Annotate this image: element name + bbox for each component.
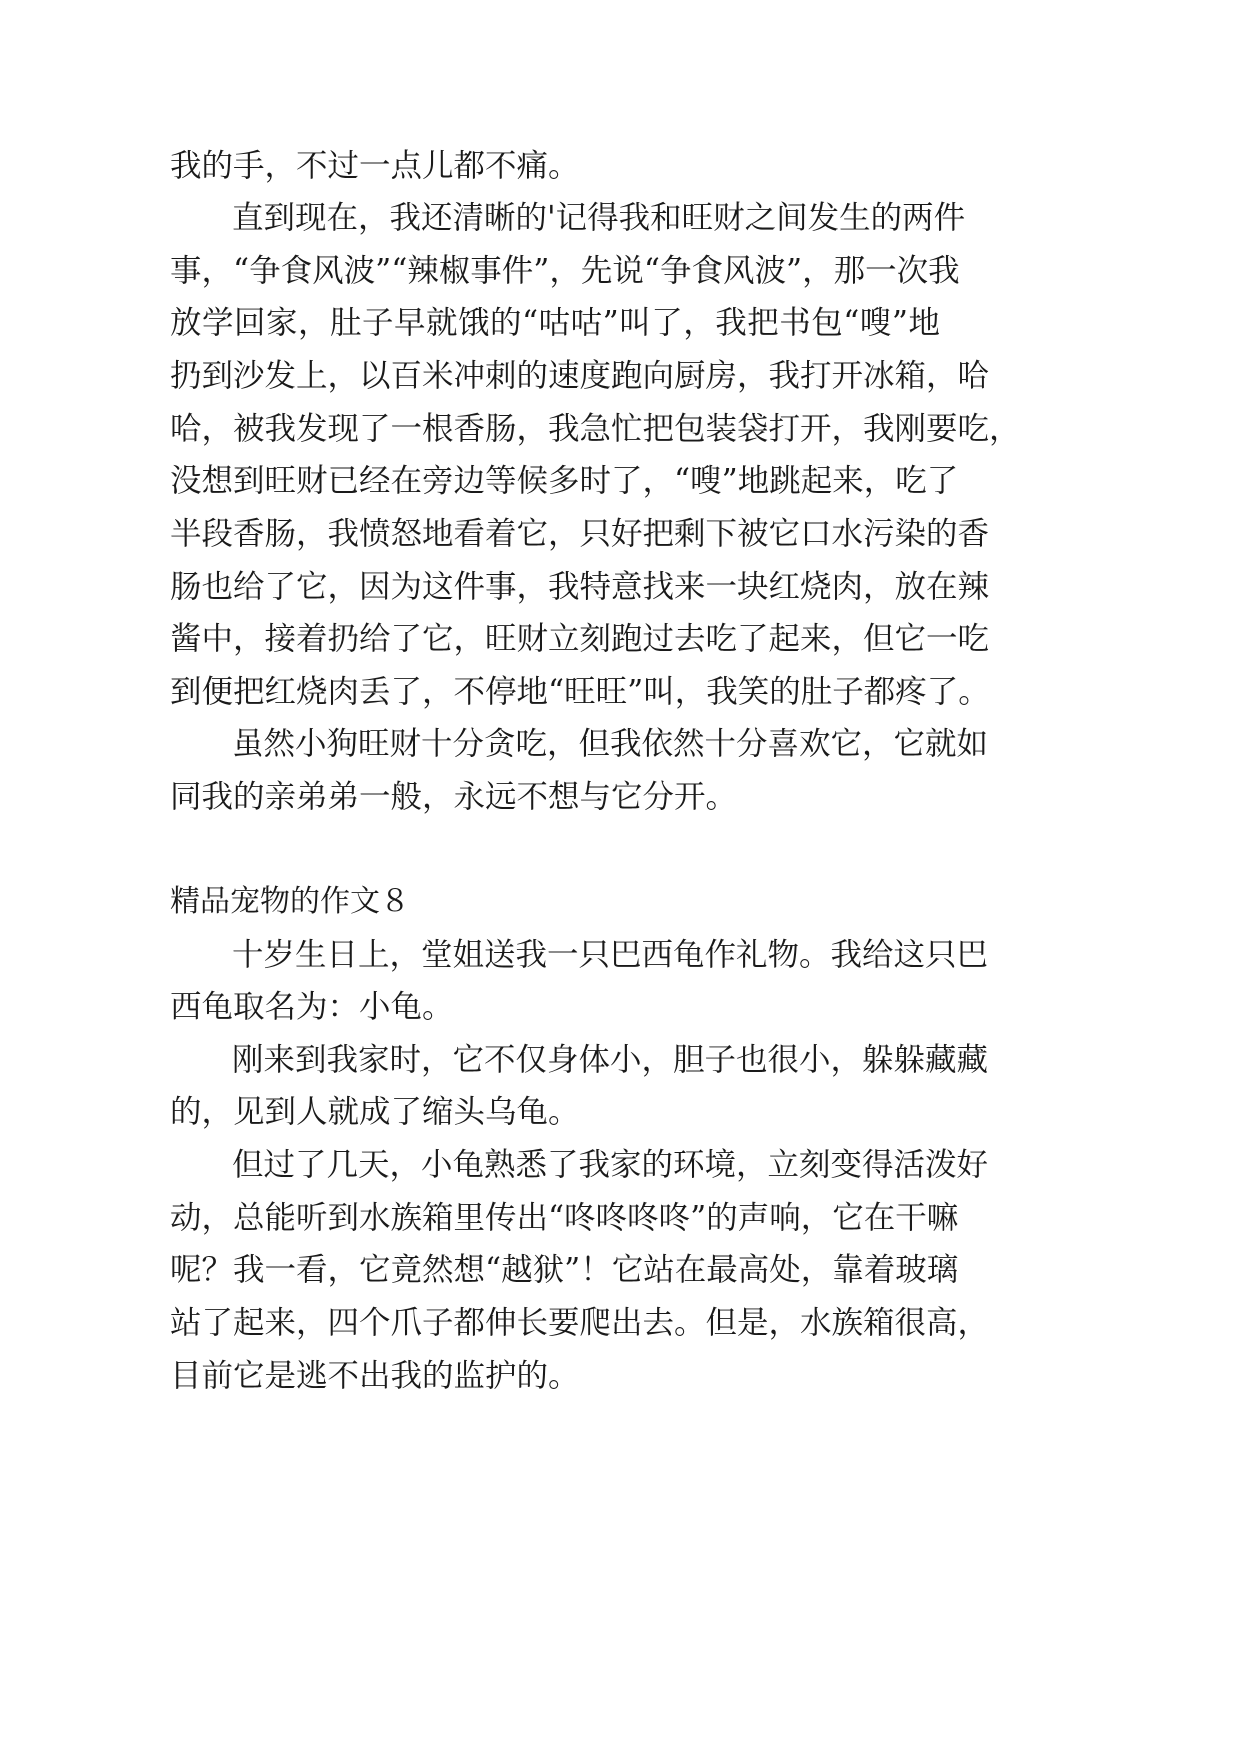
- text-line: 半段香肠，我愤怒地看着它，只好把剩下被它口水污染的香: [170, 516, 990, 552]
- text-line: 事，“争食风波”“辣椒事件”，先说“争食风波”，那一次我: [170, 253, 960, 289]
- text-line: 哈，被我发现了一根香肠，我急忙把包装袋打开，我刚要吃，: [170, 411, 1021, 447]
- section-heading: 精品宠物的作文８: [170, 884, 410, 919]
- text-line: 肠也给了它，因为这件事，我特意找来一块红烧肉，放在辣: [170, 569, 990, 605]
- paragraph-first-line: 但过了几天，小龟熟悉了我家的环境，立刻变得活泼好: [232, 1147, 989, 1183]
- text-line: 动，总能听到水族箱里传出“咚咚咚咚”的声响，它在干嘛: [170, 1200, 959, 1236]
- paragraph-first-line: 直到现在，我还清晰的'记得我和旺财之间发生的两件: [232, 200, 966, 236]
- text-line: 目前它是逃不出我的监护的。: [170, 1358, 580, 1394]
- paragraph-first-line: 十岁生日上，堂姐送我一只巴西龟作礼物。我给这只巴: [232, 937, 989, 973]
- text-line: 没想到旺财已经在旁边等候多时了，“嗖”地跳起来，吃了: [170, 463, 959, 499]
- text-line: 同我的亲弟弟一般，永远不想与它分开。: [170, 779, 738, 815]
- paragraph-first-line: 虽然小狗旺财十分贪吃，但我依然十分喜欢它，它就如: [232, 726, 989, 762]
- text-line: 的，见到人就成了缩头乌龟。: [170, 1094, 580, 1130]
- text-line: 扔到沙发上，以百米冲刺的速度跑向厨房，我打开冰箱，哈: [170, 358, 990, 394]
- text-line: 放学回家，肚子早就饿的“咕咕”叫了，我把书包“嗖”地: [170, 305, 940, 341]
- text-line: 我的手，不过一点儿都不痛。: [170, 148, 580, 184]
- paragraph-first-line: 刚来到我家时，它不仅身体小，胆子也很小，躲躲藏藏: [232, 1042, 989, 1078]
- text-line: 西龟取名为：小龟。: [170, 989, 454, 1025]
- text-line: 站了起来，四个爪子都伸长要爬出去。但是，水族箱很高，: [170, 1305, 990, 1341]
- text-line: 呢？我一看，它竟然想“越狱”！它站在最高处，靠着玻璃: [170, 1252, 959, 1288]
- text-line: 到便把红烧肉丢了，不停地“旺旺”叫，我笑的肚子都疼了。: [170, 674, 990, 710]
- text-line: 酱中，接着扔给了它，旺财立刻跑过去吃了起来，但它一吃: [170, 621, 990, 657]
